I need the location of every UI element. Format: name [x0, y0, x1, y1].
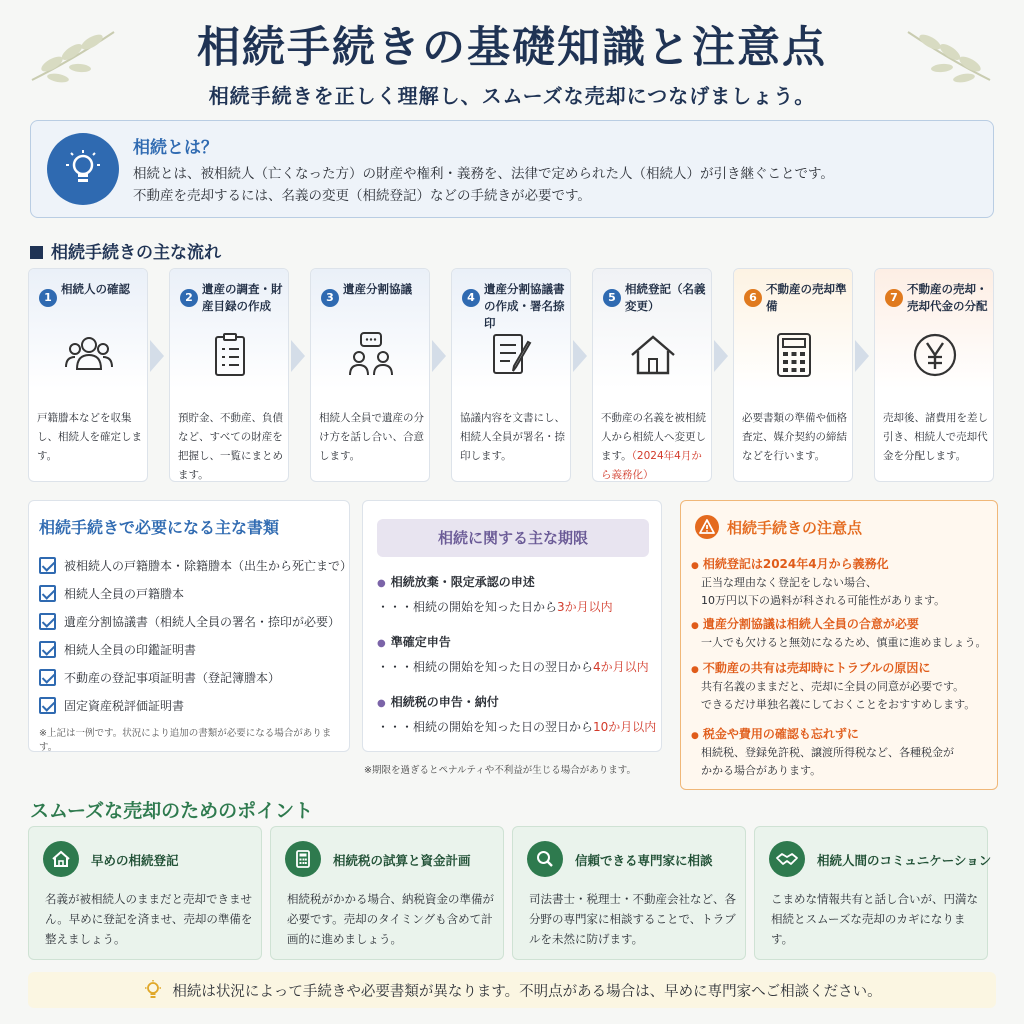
docs-item: 被相続人の戸籍謄本・除籍謄本（出生から死亡まで）	[39, 551, 349, 579]
flow-step-6	[733, 268, 853, 482]
step-number: 5	[603, 289, 621, 307]
clipboard-icon	[204, 329, 256, 381]
yen-icon	[909, 329, 961, 381]
docs-title: 相続手続きで必要になる主な書類	[39, 518, 280, 537]
flow-step-5	[592, 268, 712, 482]
cautions-title: 相続手続きの注意点	[695, 515, 862, 539]
step-desc: 必要書類の準備や価格査定、媒介契約の締結などを行います。	[742, 412, 847, 462]
intro-text	[133, 163, 973, 207]
docs-item: 相続人全員の印鑑証明書	[39, 635, 349, 663]
footer-note: 相続は状況によって手続きや必要書類が異なります。不明点がある場合は、早めに専門家へご相談ください。	[28, 972, 996, 1008]
checkbox-icon	[39, 641, 56, 658]
intro-title: 相続とは？	[133, 138, 218, 158]
step-title: 遺産分割協議	[343, 282, 412, 296]
deadlines-title: 相続に関する主な期限	[377, 519, 649, 557]
deadlines-panel	[362, 500, 662, 752]
step-number: 7	[885, 289, 903, 307]
checkbox-icon	[39, 613, 56, 630]
step-desc: 預貯金、不動産、負債など、すべての財産を把握し、一覧にまとめます。	[178, 412, 283, 481]
deadline-item: ● 相続税の申告・納付 ・・・相続の開始を知った日の翌日から10か月以内	[377, 693, 657, 735]
checkbox-icon	[39, 557, 56, 574]
step-title: 不動産の売却・売却代金の分配	[907, 282, 988, 313]
docs-list	[39, 551, 353, 719]
step-title: 遺産の調査・財産目録の作成	[202, 282, 283, 313]
flow-step-2	[169, 268, 289, 482]
flow-arrow-icon	[432, 340, 446, 372]
calculator-icon	[285, 841, 321, 877]
point-card: 相続人間のコミュニケーション こまめな情報共有と話し合いが、円満な相続とスムーズな売却のカギになります。	[754, 826, 988, 960]
step-number: 4	[462, 289, 480, 307]
flow-step-4	[451, 268, 571, 482]
flow-arrow-icon	[573, 340, 587, 372]
deadline-item: ● 準確定申告 ・・・相続の開始を知った日の翌日から4か月以内	[377, 633, 657, 675]
step-desc: 協議内容を文書にし、相続人全員が署名・捺印します。	[460, 412, 565, 462]
page-title: 相続手続きの基礎知識と注意点	[197, 23, 827, 73]
deadline-item: ● 相続放棄・限定承認の申述 ・・・相続の開始を知った日から3か月以内	[377, 573, 657, 615]
step-desc: 相続人全員で遺産の分け方を話し合い、合意します。	[319, 412, 424, 462]
docs-item: 不動産の登記事項証明書（登記簿謄本）	[39, 663, 349, 691]
intro-line-2: 不動産を売却するには、名義の変更（相続登記）などの手続きが必要です。	[133, 188, 591, 204]
document-pen-icon	[486, 329, 538, 381]
points-heading: スムーズな売却のためのポイント	[30, 800, 314, 822]
step-desc: 売却後、諸費用を差し引き、相続人で売却代金を分配します。	[883, 412, 988, 462]
house-icon	[627, 329, 679, 381]
house-icon	[43, 841, 79, 877]
deadlines-note: ※期限を過ぎるとペナルティや不利益が生じる場合があります。	[364, 765, 636, 776]
docs-note: ※上記は一例です。状況により追加の書類が必要になる場合があります。	[39, 728, 332, 753]
docs-panel	[28, 500, 353, 753]
search-icon	[527, 841, 563, 877]
step-title: 不動産の売却準備	[766, 282, 847, 313]
point-card: 早めの相続登記 名義が被相続人のままだと売却できません。早めに登記を済ませ、売却の準備を整えましょう。	[28, 826, 262, 960]
caution-item: ● 税金や費用の確認も忘れずに 相続税、登録免許税、譲渡所得税など、各種税金が かかる場合があります。	[691, 725, 991, 780]
step-number: 3	[321, 289, 339, 307]
step-number: 6	[744, 289, 762, 307]
docs-item: 相続人全員の戸籍謄本	[39, 579, 349, 607]
step-title: 相続登記（名義変更）	[625, 282, 706, 313]
calculator-icon	[768, 329, 820, 381]
lightbulb-icon	[142, 979, 164, 1001]
flow-arrow-icon	[291, 340, 305, 372]
caution-item: ● 遺産分割協議は相続人全員の合意が必要 一人でも欠けると無効になるため、慎重に進めましょう。	[691, 615, 991, 652]
meeting-icon	[345, 329, 397, 381]
flow-step-1	[28, 268, 148, 482]
step-title: 遺産分割協議書の作成・署名捺印	[484, 282, 565, 330]
cautions-panel	[680, 500, 998, 790]
flow-arrow-icon	[714, 340, 728, 372]
step-number: 1	[39, 289, 57, 307]
caution-item: ● 相続登記は2024年4月から義務化 正当な理由なく登記をしない場合、 10万円以下の過料が科される可能性があります。	[691, 555, 991, 610]
step-title: 相続人の確認	[61, 282, 130, 296]
warning-icon	[695, 515, 719, 539]
handshake-icon	[769, 841, 805, 877]
flow-step-3	[310, 268, 430, 482]
flow-arrow-icon	[150, 340, 164, 372]
checkbox-icon	[39, 669, 56, 686]
people-icon	[63, 329, 115, 381]
flow-heading: 相続手続きの主な流れ	[30, 238, 221, 263]
checkbox-icon	[39, 697, 56, 714]
point-card: 信頼できる専門家に相談 司法書士・税理士・不動産会社など、各分野の専門家に相談することで、トラブルを未然に防げます。	[512, 826, 746, 960]
page-subtitle: 相続手続きを正しく理解し、スムーズな売却につなげましょう。	[208, 84, 816, 108]
intro-line-1: 相続とは、被相続人（亡くなった方）の財産や権利・義務を、法律で定められた人（相続人）が引き継ぐことです。	[133, 166, 834, 182]
flow-arrow-icon	[855, 340, 869, 372]
step-desc: 戸籍謄本などを収集し、相続人を確定します。	[37, 412, 142, 462]
intro-box	[30, 120, 994, 218]
docs-item: 固定資産税評価証明書	[39, 691, 349, 719]
docs-item: 遺産分割協議書（相続人全員の署名・捺印が必要）	[39, 607, 349, 635]
step-desc: 不動産の名義を被相続人から相続人へ変更します。（2024年4月から義務化）	[601, 412, 706, 481]
lightbulb-icon	[47, 133, 119, 205]
step-number: 2	[180, 289, 198, 307]
caution-item: ● 不動産の共有は売却時にトラブルの原因に 共有名義のままだと、売却に全員の同意が必要です。 できるだけ単独名義にしておくことをおすすめします。	[691, 659, 991, 714]
checkbox-icon	[39, 585, 56, 602]
point-card: 相続税の試算と資金計画 相続税がかかる場合、納税資金の準備が必要です。売却のタイミングも含めて計画的に進めましょう。	[270, 826, 504, 960]
flow-step-7	[874, 268, 994, 482]
